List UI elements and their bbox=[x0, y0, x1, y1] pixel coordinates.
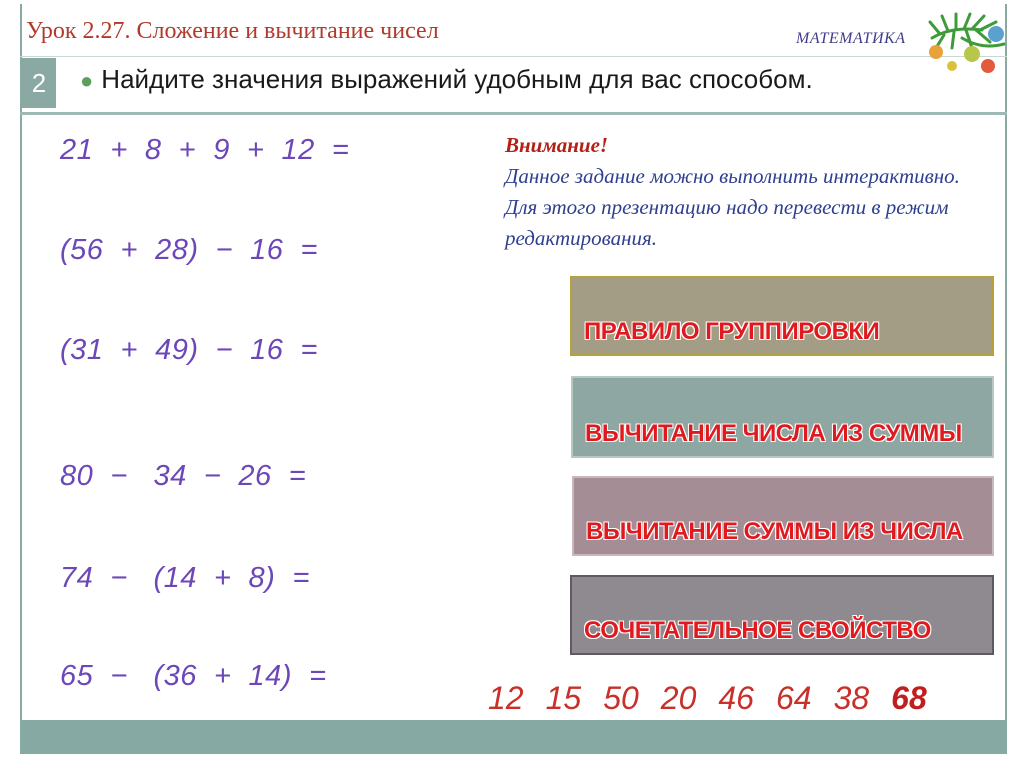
expression-6: 65 − (36 + 14) = bbox=[60, 660, 327, 692]
expression-4: 80 − 34 − 26 = bbox=[60, 460, 307, 492]
task-text: Найдите значения выражений удобным для вас способом. bbox=[101, 64, 813, 94]
bullet-icon: ● bbox=[80, 68, 94, 93]
rule-button-subtract-number-from-sum[interactable]: ВЫЧИТАНИЕ ЧИСЛА ИЗ СУММЫ bbox=[571, 376, 994, 458]
subject-label: МАТЕМАТИКА bbox=[796, 30, 906, 47]
attention-heading: Внимание! bbox=[505, 133, 609, 157]
lesson-title: Урок 2.27. Сложение и вычитание чисел bbox=[26, 18, 439, 44]
answer-value[interactable]: 38 bbox=[833, 680, 870, 716]
expression-5: 74 − (14 + 8) = bbox=[60, 562, 310, 594]
answer-value[interactable]: 20 bbox=[660, 680, 697, 716]
task-divider bbox=[20, 112, 1007, 115]
expression-2: (56 + 28) − 16 = bbox=[60, 234, 318, 266]
answer-value[interactable]: 12 bbox=[488, 680, 524, 716]
rule-button-subtract-sum-from-number[interactable]: ВЫЧИТАНИЕ СУММЫ ИЗ ЧИСЛА bbox=[572, 476, 994, 556]
answer-value[interactable]: 64 bbox=[775, 680, 812, 716]
answer-value-highlighted[interactable]: 68 bbox=[891, 680, 927, 716]
rule-button-associative-property[interactable]: СОЧЕТАТЕЛЬНОЕ СВОЙСТВО bbox=[570, 575, 994, 655]
answer-numbers bbox=[488, 680, 927, 717]
attention-body: Данное задание можно выполнить интерактивно. Для этого презентацию надо перевести в режим редактирования. bbox=[505, 164, 960, 250]
task-instruction bbox=[80, 64, 813, 95]
answer-value[interactable]: 46 bbox=[718, 680, 754, 716]
expression-1: 21 + 8 + 9 + 12 = bbox=[60, 134, 350, 166]
task-number-badge: 2 bbox=[22, 58, 56, 108]
answer-value[interactable]: 50 bbox=[603, 680, 639, 716]
christmas-decoration-icon bbox=[922, 8, 1010, 78]
rule-button-grouping[interactable]: ПРАВИЛО ГРУППИРОВКИ bbox=[570, 276, 994, 356]
attention-note bbox=[505, 130, 985, 254]
answer-value[interactable]: 15 bbox=[545, 680, 582, 716]
expression-3: (31 + 49) − 16 = bbox=[60, 334, 318, 366]
header-divider bbox=[20, 56, 1007, 57]
footer-bar bbox=[20, 720, 1007, 754]
